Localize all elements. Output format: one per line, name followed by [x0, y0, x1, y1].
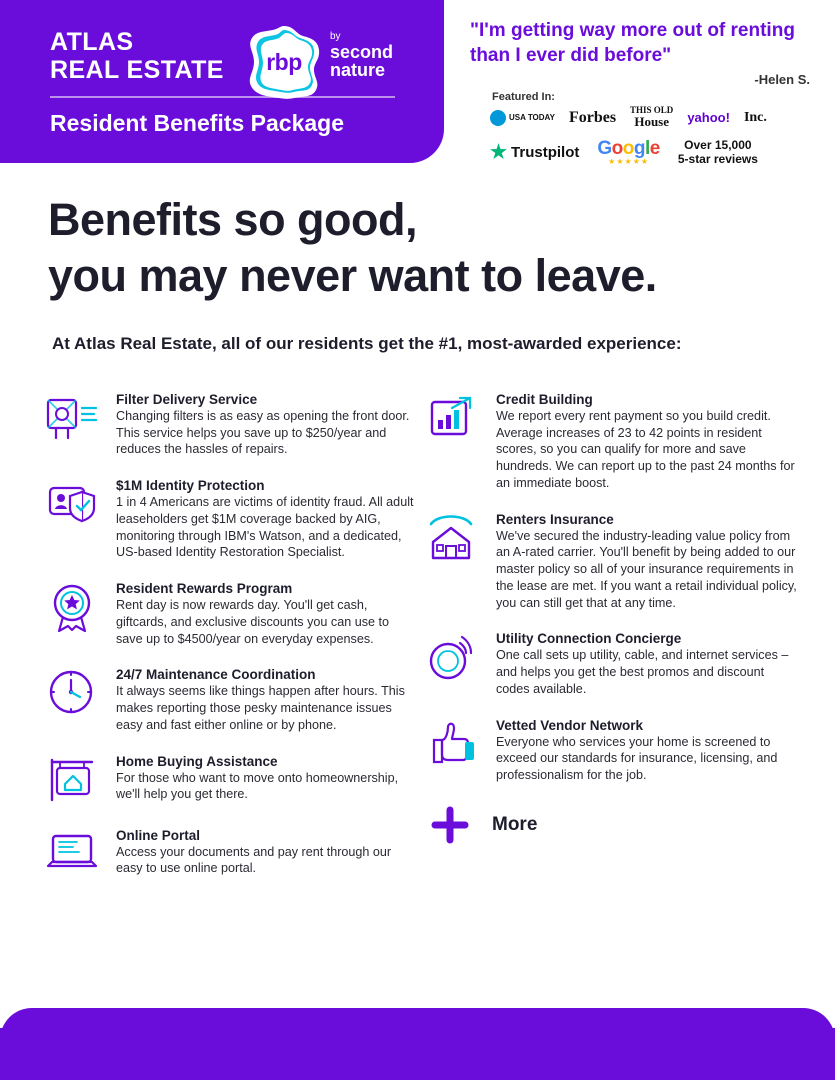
testimonial-attribution: -Helen S. — [754, 72, 810, 88]
testimonial-block — [470, 18, 810, 87]
this-old-house-small: THIS OLD — [630, 105, 674, 115]
page-headline — [48, 192, 808, 304]
benefit-item — [44, 754, 419, 808]
benefit-body — [116, 392, 419, 458]
benefit-item — [44, 581, 419, 647]
benefit-title: Filter Delivery Service — [116, 392, 258, 407]
home-sign-icon — [44, 754, 104, 808]
benefit-body — [116, 828, 419, 882]
benefit-item — [424, 512, 799, 612]
second-nature-by: by — [330, 31, 341, 42]
benefit-item — [424, 392, 799, 492]
rewards-badge-icon — [44, 581, 104, 635]
reviews-count — [678, 138, 758, 167]
benefit-title: Renters Insurance — [496, 511, 614, 527]
utility-wifi-icon — [424, 631, 484, 685]
benefit-description: Everyone who services your home is screened to exceed our standards for insurance, licensing, and professionalism for the job. — [496, 734, 778, 783]
rbp-logo — [246, 24, 322, 100]
benefit-title: Utility Connection Concierge — [496, 631, 682, 647]
second-nature-logo — [330, 32, 393, 79]
google-logo — [597, 139, 659, 166]
benefit-body — [116, 478, 419, 561]
benefit-title: Home Buying Assistance — [116, 753, 278, 769]
benefit-body — [116, 581, 419, 647]
reviews-row — [490, 138, 825, 167]
benefits-column-right — [424, 392, 799, 846]
more-label: More — [492, 813, 538, 835]
second-nature-line2: nature — [330, 59, 386, 80]
second-nature-line1: second — [330, 41, 394, 62]
yahoo-logo: yahoo! — [687, 110, 730, 126]
benefit-item — [44, 828, 419, 882]
filter-delivery-icon — [44, 392, 104, 446]
benefit-description: One call sets up utility, cable, and internet services – and helps you get the best promos and discount codes available. — [496, 648, 789, 696]
benefit-title: $1M Identity Protection — [116, 478, 265, 494]
usa-today-label: USA TODAY — [509, 112, 555, 122]
benefit-body — [116, 754, 419, 808]
benefit-description: 1 in 4 Americans are victims of identity fraud. All adult leaseholders get $1M coverage backed by AIG, monitoring through IBM's Watson, and a dedicated, US-based Identity Restoration Specialist. — [116, 495, 414, 560]
benefit-title: Online Portal — [116, 827, 201, 843]
usa-today-dot-icon — [490, 110, 506, 126]
benefit-description: We report every rent payment so you build credit. Average increases of 23 to 42 points in resident scores, so you can qualify for more and save hundreds. We can report up to the past 24 months for an immediate boost. — [496, 409, 795, 490]
benefits-column-left — [44, 392, 419, 902]
benefit-description: We've secured the industry-leading value policy from an A-rated carrier. You'll benefit by being added to our master policy so all of your insurance requirements in the lease are met. If you want a retail individual policy, you can still get that at any time. — [496, 528, 797, 610]
this-old-house-logo — [630, 106, 673, 129]
benefit-description: For those who want to move onto homeownership, we'll help you get there. — [116, 770, 399, 802]
plus-icon — [424, 804, 476, 846]
laptop-icon — [44, 828, 104, 882]
footer-bar — [0, 1028, 835, 1080]
benefit-title: Vetted Vendor Network — [496, 717, 644, 733]
forbes-logo: Forbes — [568, 108, 617, 126]
renters-insurance-house-icon — [424, 512, 484, 566]
credit-chart-icon — [424, 392, 484, 446]
benefit-body — [496, 512, 799, 612]
page-subheadline: At Atlas Real Estate, all of our residents get the #1, most-awarded experience: — [52, 334, 682, 353]
trustpilot-star-icon: ★ — [490, 141, 508, 163]
thumbs-up-icon — [424, 718, 484, 772]
reviews-line-1: Over 15,000 — [684, 138, 752, 152]
press-logo-row — [490, 106, 820, 129]
brand-name — [50, 28, 224, 84]
benefit-item — [44, 667, 419, 733]
benefit-description: Changing filters is as easy as opening the front door. This service helps you save up to $250/year and reduces the hassles of repairs. — [116, 409, 410, 457]
brand-line-1: ATLAS — [50, 28, 134, 56]
google-label: Google — [597, 137, 660, 159]
benefit-item — [424, 718, 799, 784]
headline-line-2: you may never want to leave. — [48, 249, 657, 301]
benefit-body — [496, 631, 799, 697]
trustpilot-label: Trustpilot — [511, 143, 580, 161]
featured-in-label: Featured In: — [492, 91, 555, 103]
benefit-body — [496, 718, 799, 784]
more-benefits-row — [424, 804, 799, 846]
benefit-description: It always seems like things happen after hours. This makes reporting those pesky maintenance issues easy and fast either online or by phone. — [116, 684, 405, 732]
benefit-description: Access your documents and pay rent through our easy to use online portal. — [116, 844, 392, 876]
reviews-line-2: 5-star reviews — [677, 152, 758, 167]
benefit-item — [44, 478, 419, 561]
benefit-description: Rent day is now rewards day. You'll get cash, giftcards, and exclusive discounts you can use to save up to $4500/year on everyday expenses. — [116, 598, 390, 646]
testimonial-quote: "I'm getting way more out of renting than I ever did before" — [470, 20, 795, 67]
benefit-title: 24/7 Maintenance Coordination — [116, 667, 316, 683]
google-stars-icon: ★★★★★ — [608, 156, 650, 166]
brand-line-2: REAL ESTATE — [50, 56, 224, 84]
inc-logo: Inc. — [743, 109, 767, 125]
benefit-body — [496, 392, 799, 492]
this-old-house-big: House — [634, 114, 670, 130]
package-title: Resident Benefits Package — [50, 110, 345, 136]
benefit-title: Resident Rewards Program — [116, 581, 293, 597]
benefit-item — [424, 631, 799, 697]
header-divider — [50, 96, 395, 98]
trustpilot-logo — [490, 143, 579, 162]
benefit-item — [44, 392, 419, 458]
clock-icon — [44, 667, 104, 721]
benefit-body — [116, 667, 419, 733]
rbp-logo-text: rbp — [266, 48, 302, 75]
usa-today-logo — [490, 110, 555, 126]
benefit-title: Credit Building — [496, 392, 593, 407]
identity-shield-icon — [44, 478, 104, 532]
headline-line-1: Benefits so good, — [48, 194, 418, 245]
